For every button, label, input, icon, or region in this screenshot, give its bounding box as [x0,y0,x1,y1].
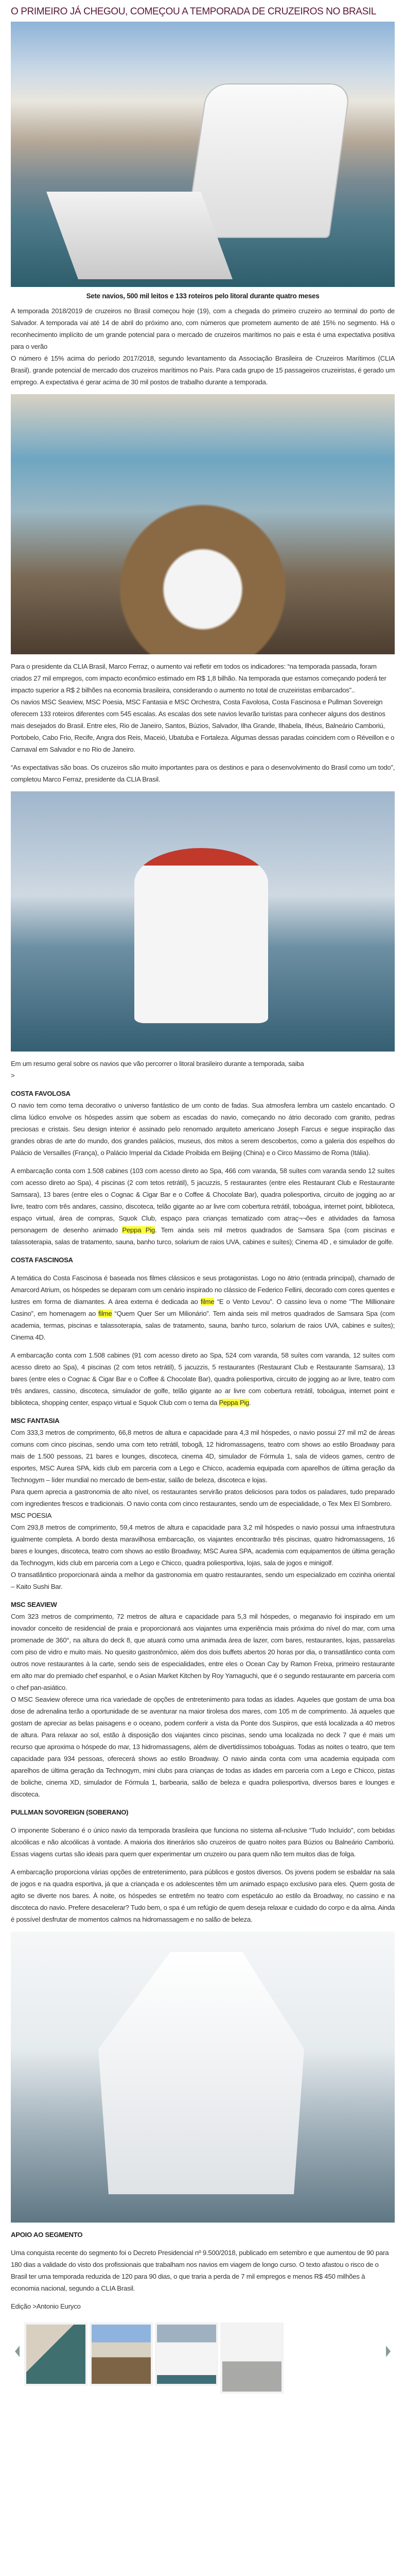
cruise-ship-shape [185,83,351,238]
apoio-paragraph: Uma conquista recente do segmento foi o Decreto Presidencial nº 9.500/2018, publicado em setembro e que aumentou de 90 para 180 dias a validade do visto dos profissionais que trabalham nos navios em viagem de longo curso. O texto afastou o risco de o Brasil ter uma temporada reduzida de 120 para 90 dias, o que traria a perda de 7 mil empregos e menos R$ 450 milhões à economia nacional, segundo a CLIA Brasil. [11,2249,389,2292]
favolosa-paragraph: O navio tem como tema decorativo o universo fantástico de um conto de fadas. Sua atmosfera lembra um castelo encantado. O clima lúdico envolve os hóspedes assim que sobem as escadas do navio, começando no átrio decorado com granito, pedras preciosas e cristais. Seu design interior é assinado pelo renomado arquiteto americano Joseph Farcus e segue inspiração das grandes obras de arte do mundo, dos grandes palácios, museus, dos mitos a serem descobertos, como a galeria dos espelhos do Palácio de Versailles (França), o Palácio Imperial da Cidade Proibida em Beijing (China) e o Circo Massimo de Roma (Itália). [11,1101,395,1157]
page-title: O PRIMEIRO JÁ CHEGOU, COMEÇOU A TEMPORADA DE CRUZEIROS NO BRASIL [11,6,376,17]
carousel-thumbnails [24,2323,284,2394]
section-heading-msc-seaview: MSC SEAVIEW [11,1601,57,1608]
highlight-peppa-pig: Peppa Pig [122,1226,155,1234]
section-heading-msc-poesia: MSC POESIA [11,1512,52,1519]
president-paragraph: Para o presidente da CLIA Brasil, Marco Ferraz, o aumento vai refletir em todos os indicadores: “na temporada passada, foram criados 27 mil empregos, com impacto econômico estimado em R$ 1,8 bilhão. Na temporada que estamos começando poderá ter impacto superior a R$ 2 bilhões na economia brasileira, considerando o aumento no total de cruzeiristas embarcados”.. [11,663,386,694]
poesia-paragraph: O transatlântico proporcionará ainda a melhor da gastronomia em quatro restaurantes, sendo um especializado em cozinha oriental – Kaito Sushi Bar. [11,1571,395,1590]
text: . Tem ainda seis mil metros quadrados de Samsara Spa (com piscinas e talassoterapia, salas de tratamento, sauna, banho turco, solarium de raios UVA, cabines e suítes); Cinema 4D , e simulador de golfe. [11,1226,395,1246]
pullman-paragraph: A embarcação proporciona várias opções de entretenimento, para públicos e gostos diversos. Os jovens podem se esbaldar na sala de jogos e na quadra esportiva, já que a criançada e os adolescentes têm um animado espaço exclusivo para eles. Quem gosta de agito se diverte nos bares. À noite, os hóspedes se entretêm no teatro com espetáculo ao estilo da Broadway, no cassino e na discoteca do navio. Prefere desacelerar? Tudo bem, o spa é um refúgio de quem deseja relaxar e cuidado do corpo e da alma. Ainda é possível desfrutar de momentos calmos na hidromassagem e no salão de beleza. [11,1868,395,1923]
photo-ships-salvador-port [11,22,395,287]
fascinosa-paragraph [11,1349,395,1409]
fascinosa-paragraph [11,1272,395,1343]
carousel-thumbnail[interactable] [220,2323,284,2394]
pullman-paragraph: O imponente Soberano é o único navio da temporada brasileira que funciona no sistema all-nclusive “Tudo Incluído”, com bebidas alcoólicas e não alcoólicas à vontade. A maioria dos itinerários são cruzeiros de quatro noites para Búzios ou Balneário Camboriú. Essas viagens curtas são ideais para quem quer experimentar um cruzeiro ou para quem não tem muitos dias de folga. [11,1826,395,1858]
intro-paragraph: A temporada 2018/2019 de cruzeiros no Brasil começou hoje (19), com a chegada do primeiro cruzeiro ao terminal do porto de Salvador. A temporada vai até 14 de abril do próximo ano, com números que prometem aumento de até 15% no segmento. Há o reconhecimento implícito de um grande potencial para o mercado de cruzeiros marítimos no pais e esta é uma expectativa positiva para o verão [11,307,395,350]
cruise-ship-shape [134,848,268,1023]
carousel-thumbnail[interactable] [90,2323,153,2386]
intro-paragraph: O número é 15% acima do período 2017/2018, segundo levantamento da Associação Brasileira de Cruzeiros Marítimos (CLIA Brasil). grande potencial de mercado dos cruzeiros marítimos no País. Para cada grupo de 15 passageiros cruzeiristas, é gerado um emprego. A expectativa é gerar acima de 30 mil postos de trabalho durante a temporada. [11,354,395,386]
fantasia-paragraph: Com 333,3 metros de comprimento, 66,8 metros de altura e capacidade para 4,3 mil hóspedes, o navio possui 27 mil m2 de áreas comuns com cinco piscinas, sendo uma com teto retrátil, tobogã, 12 hidromassagens, teatro com shows ao estilo Broadway para mais de 1.500 pessoas, 21 bares e lounges, discoteca, cinema 4D, simulador de Fórmula 1, sala de vídeos games, centro de esportes, MSC Aurea SPA, kids club em parceria com a Lego e Chicco, academia equipada com aparelhos de última geração da Technogym – líder mundial no mercado de bem-estar, salão de beleza, discoteca e lojas. [11,1429,395,1484]
credit-line: Edição >Antonio Euryco [11,2302,81,2310]
ships-paragraph: Os navios MSC Seaview, MSC Poesia, MSC Fantasia e MSC Orchestra, Costa Favolosa, Costa Fascinosa e Pullman Sovereign oferecem 133 roteiros diferentes com 545 escalas. As escalas dos sete navios levarão turistas para conhecer alguns dos destinos mais desejados do Brasil. Entre eles, Rio de Janeiro, Santos, Búzios, Salvador, Ilha Grande, Ilhabela, Ilhéus, Balneário Camboriú, Portobelo, Cabo Frio, Recife, Angra dos Reis, Maceió, Ubatuba e Fortaleza. Algumas dessas paradas coincidem com o Réveillon e o Carnaval em Salvador e no Rio de Janeiro. [11,698,395,753]
carousel-prev-arrow-icon[interactable] [15,2346,20,2357]
highlight-filme: filme [200,1298,215,1306]
poesia-paragraph: Com 293,8 metros de comprimento, 59,4 metros de altura e capacidade para 3,2 mil hóspedes o navio possui uma infraestrutura igualmente completa. A bordo desta maravilhosa embarcação, os viajantes encontrarão três piscinas, quatro hidromassagens, 16 bares e lounges, discoteca, teatro com shows ao estilo Broadway, MSC Aurea SPA, academia com equipamentos de última geração da Technogym, kids club em parceria com a Lego e Chicco, quadra poliesportiva, lojas, sala de jogos e minigolf. [11,1523,395,1567]
text: A temática do Costa Fascinosa é baseada nos filmes clássicos e seus protagonistas. Logo no átrio (entrada principal), chamado de Amarcord Atrium, os hóspedes se deparam com um cenário inspirado no clássico de Federico Fellini, decorado com cores quentes e lustres em forma de diamantes. A área externa é dedicada ao [11,1274,395,1306]
summary-arrow: > [11,1072,15,1079]
photo-ship-bow [11,1931,395,2223]
text: “Quem Quer Ser um Milionário”. Tem ainda seis mil metros quadrados de Samsara Spa (com academia, termas, piscinas e talassoterapia, salas de tratamento, sauna, banho turco, solarium de raios UVA, cabines e suítes); Cinema 4D. [11,1310,395,1341]
fantasia-paragraph: Para quem aprecia a gastronomia de alto nível, os restaurantes servirão pratos deliciosos para todos os paladares, tudo preparado com ingredientes frescos e tradicionais. O navio conta com cinco restaurantes, sendo um de especialidade, o Tex Mex El Sombrero. [11,1488,395,1507]
highlight-peppa-pig: Peppa Pig [219,1399,250,1406]
section-heading-costa-favolosa: COSTA FAVOLOSA [11,1090,71,1097]
text: A embarcação conta com 1.508 cabines (91 com acesso direto ao Spa, 524 com varanda, 58 suítes com varanda, 12 suítes com acesso direto ao Spa), 4 piscinas (2 com tetos retrátil), 5 jacuzzis, 5 restaurantes (Restaurant Club e Restaurante Samsara), 13 bares (entre eles o Cognac & Cigar Bar e o Coffee & Chocolate Bar), quadra poliesportiva, circuito de jogging ao ar livre, teatro com três andares, cassino, discoteca, simulador de golfe, telão gigante ao ar livre com cobertura retrátil, toboágua, internet point e biblioteca, shopping center, espaço virtual e Squok Club com o tema da [11,1351,395,1406]
summary-line: Em um resumo geral sobre os navios que vão percorrer o litoral brasileiro durante a temporada, saiba [11,1060,304,1067]
text: A embarcação conta com 1.508 cabines (103 com acesso direto ao Spa, 466 com varanda, 58 suítes com varanda sendo 12 suítes com acesso direto ao Spa), 4 piscinas (2 com tetos retrátil), 5 jacuzzis, 5 restaurantes (entre eles Restaurant Club e Restaurante Samsara), 13 bares (entre eles o Cognac & Cigar Bar e o Coffee & Chocolate Bar), quadra poliesportiva, circuito de jogging ao ar livre, teatro com três andares, cassino, discoteca, telão gigante ao ar livre com cobertura retrátil, toboágua, internet point, biblioteca, espaço virtual, área de compras, Squok Club, espaço para crianças tematizado com atraç¬¬ões e atividades da famosa personagem de desenho animado [11,1167,395,1234]
section-heading-pullman-sovereign: PULLMAN SOVOREIGN (SOBERANO) [11,1808,129,1816]
photo-caption: Sete navios, 500 mil leitos e 133 roteiros pelo litoral durante quatro meses [86,292,320,300]
favolosa-paragraph [11,1165,395,1248]
section-heading-costa-fascinosa: COSTA FASCINOSA [11,1256,73,1264]
seaview-paragraph: Com 323 metros de comprimento, 72 metros de altura e capacidade para 5,3 mil hóspedes, o meganavio foi inspirado em um inovador conceito de residencial de praia e proporcionará aos viajantes uma experiência mais próxima do nível do mar, com uma promenade de 360°, na altura do deck 8, que atuará como uma animada área de lazer, com bares, restaurantes, lojas, passarelas com piso de vidro e muito mais. No quesito gastronômico, além dos dois buffets abertos 20 horas por dia, o transatlântico conta com outros nove restaurantes à la carte, sendo seis de especialidades, entre eles o Ocean Cay by Ramon Freixa, primeiro restaurante em alto mar do premiado chef espanhol, e o Asian Market Kitchen by Roy Yamaguchi, que é o segundo restaurante em parceria com o chef pan-asiático. [11,1613,395,1691]
cruise-ship-shape [46,192,233,279]
carousel-thumbnail[interactable] [155,2323,218,2386]
text: “E o Vento Levou”. O cassino leva o nome "The Millionaire Casino”, em homenagem ao [11,1298,395,1317]
photo-pool-deck [11,394,395,654]
quote-paragraph: “As expectativas são boas. Os cruzeiros são muito importantes para os destinos e para o desenvolvimento do Brasil como um todo”, completou Marco Ferraz, presidente da CLIA Brasil. [11,764,395,783]
photo-carousel [11,2323,395,2395]
cruise-ship-shape [98,1952,304,2194]
carousel-next-arrow-icon[interactable] [386,2346,391,2357]
photo-ship-docked [11,791,395,1052]
section-heading-apoio: APOIO AO SEGMENTO [11,2231,83,2239]
carousel-thumbnail[interactable] [24,2323,87,2386]
highlight-filme: filme [98,1310,112,1317]
section-heading-msc-fantasia: MSC FANTASIA [11,1417,60,1425]
seaview-paragraph: O MSC Seaview oferece uma rica variedade de opções de entretenimento para todas as idades. Aqueles que gostam de uma boa dose de adrenalina terão a oportunidade de se aventurar na maior tirolesa dos mares, com 105 m de comprimento. Já aqueles que gostam de apreciar as belas paisagens e o oceano, podem conferir a vista da Ponte dos Suspiros, que está localizada a 40 metros de altura. Para relaxar ao sol, estão à disposição dos viajantes cinco piscinas, sendo uma localizada no deck 7 que é mais um recurso que aproxima o hóspede do mar, 13 hidromassagens, além de divertidíssimos toboáguas. Todas as noites o teatro, que tem capacidade para 934 pessoas, oferecerá shows ao estilo Broadway. O navio ainda conta com uma academia equipada com aparelhos de última geração da Technogym, mini clubs para crianças de todas as idades em parceria com a Lego e Chicco, pistas de boliche, cinema XD, simulador de Fórmula 1, barbearia, salão de beleza e quadra poliesportiva, diversos bares e lounges e discoteca. [11,1696,395,1798]
text: . [249,1399,251,1406]
